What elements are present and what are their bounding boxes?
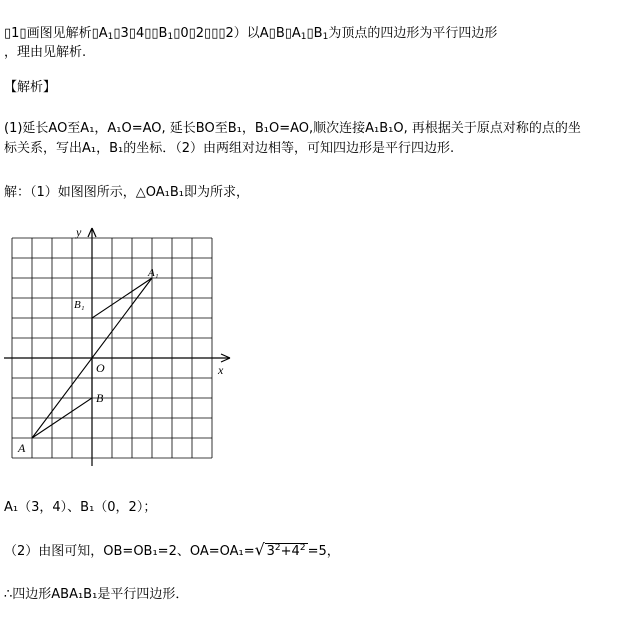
answer-2	[4, 540, 340, 559]
sqrt-expression	[255, 543, 308, 559]
q-sub-4: 1	[322, 32, 329, 42]
conclusion: ∴四边形ABA₁B₁是平行四边形．	[4, 587, 189, 602]
sqrt-exp-1: 2	[274, 543, 281, 553]
answer-2-prefix: （2）由图可知，OB=OB₁=2、OA=OA₁=	[4, 544, 255, 559]
q-sub-1: 1	[107, 32, 114, 42]
sqrt-exp-2: 2	[299, 543, 306, 553]
x-axis-label: x	[218, 363, 224, 377]
q-text-2: ▯3▯4▯▯B	[113, 26, 168, 41]
y-axis-label: y	[76, 225, 82, 239]
solution-line-1: 解：（1）如图图所示，△OA₁B₁即为所求，	[4, 185, 250, 200]
q-text-1: ▯1▯画图见解析▯A	[4, 26, 108, 41]
sqrt-plus: +4	[280, 544, 300, 559]
q-text-4: ▯B	[306, 26, 323, 41]
origin-label: O	[96, 361, 105, 375]
analysis-line-2: 标关系，写出A₁，B₁的坐标．（2）由两组对边相等，可知四边形是平行四边形.	[4, 141, 455, 156]
point-A-label: A	[18, 441, 26, 455]
question-line-2: ，理由见解析.	[4, 45, 87, 60]
analysis-line-1: (1)延长AO至A₁，A₁O=AO, 延长BO至B₁，B₁O=AO,顺次连接A₁B₁O, 再根据关于原点对称的点的坐	[4, 121, 581, 136]
point-B1-label: B₁	[74, 299, 85, 311]
question-line-1	[4, 22, 497, 42]
q-sub-2: 1	[167, 32, 174, 42]
q-sub-3: 1	[300, 32, 307, 42]
q-text-3: ▯0▯2▯▯▯2）以A▯B▯A	[173, 26, 301, 41]
sqrt-a: 3	[266, 544, 275, 559]
point-B-label: B	[96, 391, 104, 405]
answer-1: A₁（3，4）、B₁（0，2）；	[4, 500, 157, 515]
coordinate-grid-figure	[0, 222, 250, 472]
q-text-5: 为顶点的四边形为平行四边形	[328, 26, 498, 41]
point-A1-label: A₁	[148, 267, 159, 279]
labels	[17, 225, 224, 455]
answer-2-suffix: =5，	[307, 544, 340, 559]
analysis-header: 【解析】	[4, 80, 57, 95]
